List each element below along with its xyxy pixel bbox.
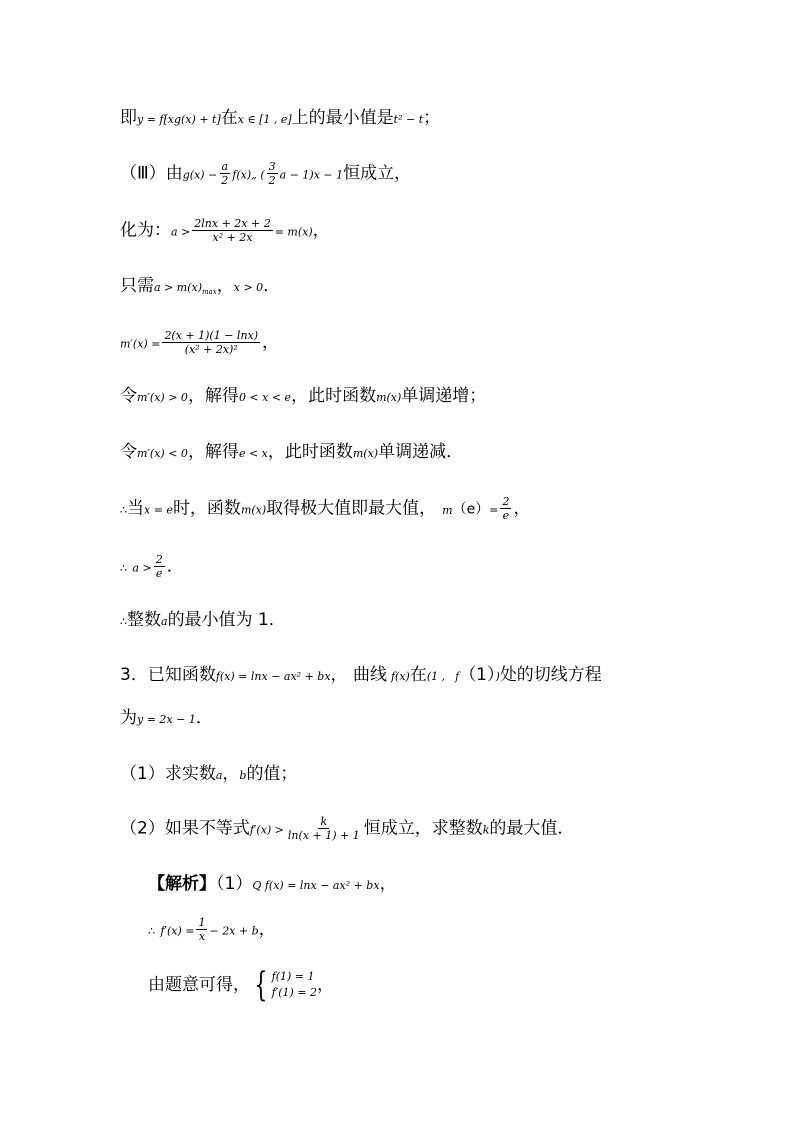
text: （1） [459,665,496,685]
line-9 [120,553,184,580]
formula: m(x) [352,447,379,460]
formula: f(x)„ ( [232,168,265,182]
denominator: e [155,567,163,580]
text: 的值； [246,764,298,784]
formula: 0 < x < e [238,391,292,404]
text: （e） [452,501,490,518]
formula: y = 2x − 1 [137,713,196,726]
text: 恒成立，求整数 [363,818,483,839]
therefore-symbol: ∴ [120,503,127,517]
fraction [267,160,278,187]
text: 在 [409,665,427,685]
formula: a [161,615,168,628]
line-2 [120,160,411,187]
text: ，解得 [187,386,239,406]
numerator: 2(x + 1)(1 − lnx) [164,329,259,342]
therefore-symbol: ∴ [148,924,155,938]
fraction [196,916,207,943]
formula: x > 0 [233,281,264,294]
text: 处的切线方程 [499,665,602,685]
text: 单调递增； [401,386,487,406]
equation-system [250,965,317,1005]
denominator: (x² + 2x)² [184,343,238,356]
numerator: k [320,815,328,828]
text: 为 [120,708,137,728]
text: ． [263,276,281,296]
text: ． [166,556,184,577]
formula: m [442,503,453,517]
text: ，此时函数 [291,386,377,406]
formula: y = f[xg(x) + t] [137,113,221,126]
text: ； [423,108,441,128]
text: 的最小值为 1． [167,610,286,630]
line-17 [148,965,334,1005]
formula: k [482,823,490,837]
fraction [154,553,165,580]
equation-row: f(1) = 1 [271,970,315,983]
text: （1）求实数 [120,764,216,784]
formula: m(x) [376,391,402,404]
line-7 [120,442,463,464]
formula: a > [171,225,191,239]
formula: = m(x) [274,225,313,239]
text: 恒成立， [343,163,412,184]
line-4 [120,276,280,302]
denominator: ln(x + 1) + 1 [287,829,360,842]
numerator: a [221,160,229,173]
left-brace: { [254,965,268,1005]
denominator: e [502,509,510,522]
formula: ) [495,670,500,683]
text: 令 [120,442,137,462]
subscript: max [202,288,217,296]
text: （1） [216,874,253,894]
formula: Q f(x) = lnx − ax² + bx [252,879,380,892]
text: 化为： [120,220,171,241]
text: ，此时函数 [267,442,353,462]
formula: m(x) [240,503,267,517]
text: ， 曲线 [330,665,387,685]
text: ，解得 [187,442,239,462]
text: 取得极大值即最大值， [266,498,437,519]
formula: a > m(x) [154,281,202,294]
text: ， [262,332,280,353]
line-5 [120,329,279,356]
denominator: 2 [221,174,229,187]
text: 时，函数 [172,498,241,519]
fraction [219,160,230,187]
fraction [286,815,362,842]
text: 令 [120,386,137,406]
text: 由题意可得， [148,975,250,995]
text: 在 [220,108,238,128]
numerator: 1 [198,916,206,929]
line-14 [120,815,574,842]
line-12 [120,708,213,730]
text: 单调递减． [378,442,464,462]
numerator: 3 [268,160,276,173]
line-8 [120,495,530,522]
text: ， [317,975,334,995]
formula: x = e [144,503,173,517]
formula: f′(x) > [249,823,284,837]
fraction [192,217,272,244]
formula: e < x [238,447,268,460]
text: 的最大值． [489,818,575,839]
formula: m′(x) < 0 [137,447,188,460]
line-13 [120,764,297,786]
text: （2）如果不等式 [120,818,250,839]
numerator: 2 [502,495,510,508]
therefore-symbol: ∴ [120,561,127,575]
line-10 [120,610,286,632]
text: 只需 [120,276,154,296]
formula: f′(x) = [160,924,195,938]
numerator: 2 [155,553,163,566]
fraction [500,495,511,522]
text: 上的最小值是 [291,108,394,128]
formula: g(x) − [182,168,218,182]
solution-heading: 【解析】 [148,874,216,894]
formula: a > [132,561,152,575]
denominator: 2 [268,174,276,187]
formula: b [239,769,247,782]
text: ， [258,919,276,940]
text: ， [513,498,531,519]
formula: f(x) = lnx − ax² + bx [215,670,331,683]
text: ， [216,276,234,296]
text: 3．已知函数 [120,665,216,685]
therefore-symbol: ∴ [120,615,127,628]
denominator: x² + 2x [212,231,253,244]
text: 整数 [127,610,161,630]
text: ， [312,220,330,241]
denominator: x [198,930,206,943]
text: ， [222,764,240,784]
fraction [162,329,260,356]
text: ， [379,874,397,894]
text: 即 [120,108,137,128]
line-15 [148,874,397,896]
line-1 [120,108,440,130]
text: 当 [127,498,144,519]
formula: f(x) [390,670,410,683]
formula: = [489,503,499,517]
line-6 [120,386,486,408]
line-16 [148,916,276,943]
formula: m′(x) = [120,337,161,351]
text: （Ⅲ）由 [120,163,183,184]
formula: f [455,670,460,683]
formula: x ∈ [1 , e] [237,113,292,126]
formula: − 2x + b [209,924,259,938]
formula: m′(x) > 0 [137,391,188,404]
numerator: 2lnx + 2x + 2 [194,217,271,230]
formula: a [215,769,223,782]
equation-row: f′(1) = 2 [271,986,317,999]
line-3 [120,217,330,244]
text: ． [195,708,213,728]
formula: (1 , [426,670,446,683]
formula: a − 1)x − 1 [279,168,344,182]
line-11 [120,665,602,687]
formula: t² − t [393,113,424,126]
